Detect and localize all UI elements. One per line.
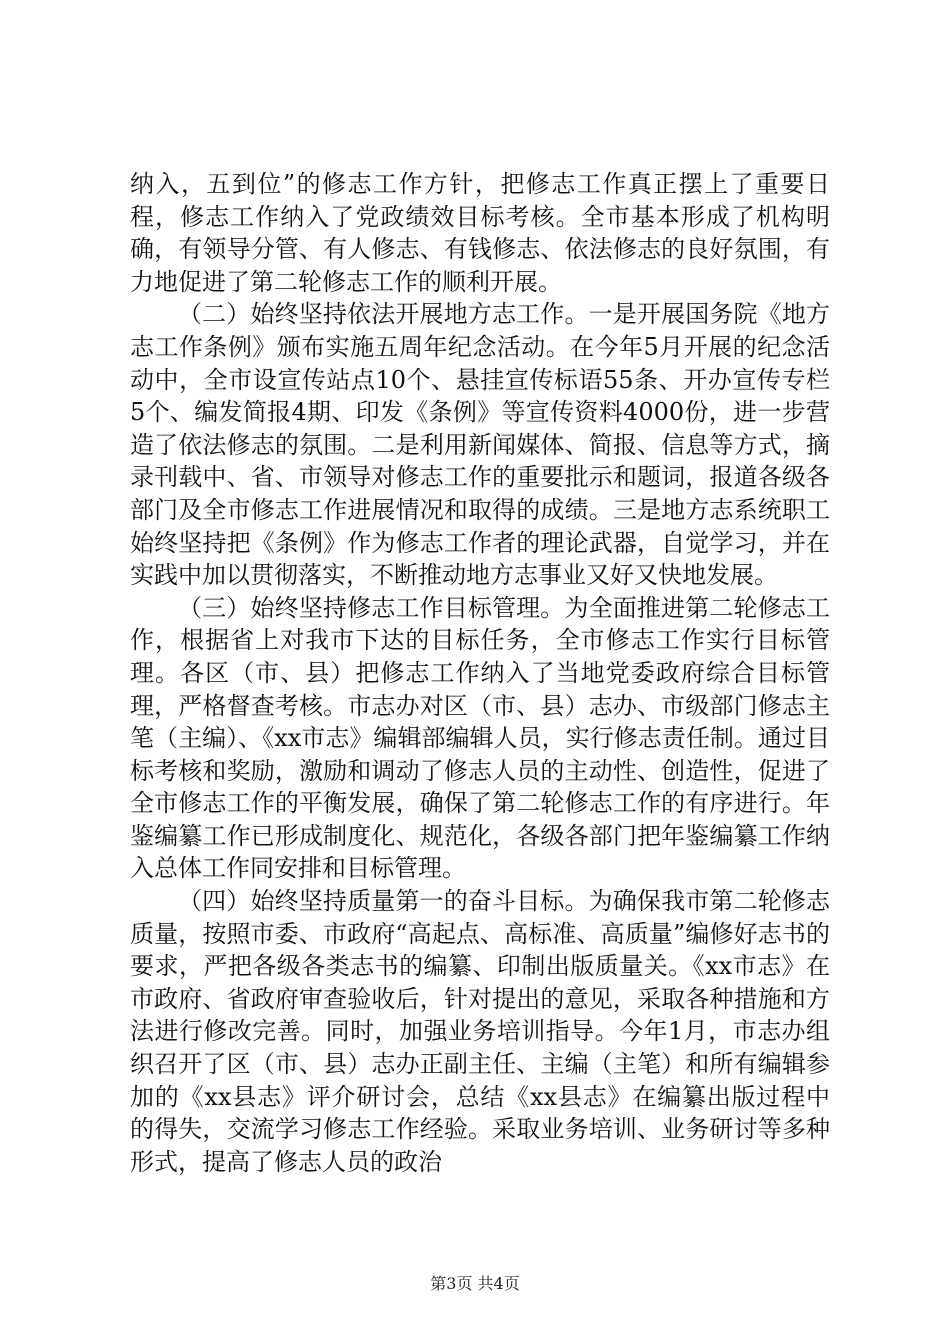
paragraph-section-three: （三）始终坚持修志工作目标管理。为全面推进第二轮修志工作，根据省上对我市下达的目标任务，全市修志工作实行目标管理。各区（市、县）把修志工作纳入了当地党委政府综合目标管理，严格督查考核。市志办对区（市、县）志办、市级部门修志主笔（主编）、《xx市志》编辑部编辑人员，实行修志责任制。通过目标考核和奖励，激励和调动了修志人员的主动性、创造性，促进了全市修志工作的平衡发展，确保了第二轮修志工作的有序进行。年鉴编纂工作已形成制度化、规范化，各级各部门把年鉴编纂工作纳入总体工作同安排和目标管理。 xyxy=(130,593,830,883)
paragraph-continued: 纳入，五到位”的修志工作方针，把修志工作真正摆上了重要日程，修志工作纳入了党政绩效目标考核。全市基本形成了机构明确，有领导分管、有人修志、有钱修志、依法修志的良好氛围，有力地促进了第二轮修志工作的顺利开展。 xyxy=(130,170,830,296)
paragraph-section-four: （四）始终坚持质量第一的奋斗目标。为确保我市第二轮修志质量，按照市委、市政府“高起点、高标准、高质量”编修好志书的要求，严把各级各类志书的编纂、印制出版质量关。《xx市志》在市政府、省政府审查验收后，针对提出的意见，采取各种措施和方法进行修改完善。同时，加强业务培训指导。今年1月，市志办组织召开了区（市、县）志办正副主任、主编（主笔）和所有编辑参加的《xx县志》评介研讨会，总结《xx县志》在编纂出版过程中的得失，交流学习修志工作经验。采取业务培训、业务研讨等多种形式，提高了修志人员的政治 xyxy=(130,887,830,1176)
document-body xyxy=(130,168,830,1178)
page-footer: 第3页 共4页 xyxy=(430,1274,520,1293)
paragraph-section-two: （二）始终坚持依法开展地方志工作。一是开展国务院《地方志工作条例》颁布实施五周年纪念活动。在今年5月开展的纪念活动中，全市设宣传站点10个、悬挂宣传标语55条、开办宣传专栏5个、编发简报4期、印发《条例》等宣传资料4000份，进一步营造了依法修志的氛围。二是利用新闻媒体、简报、信息等方式，摘录刊载中、省、市领导对修志工作的重要批示和题词，报道各级各部门及全市修志工作进展情况和取得的成绩。三是地方志系统职工始终坚持把《条例》作为修志工作者的理论武器，自觉学习，并在实践中加以贯彻落实，不断推动地方志事业又好又快地发展。 xyxy=(130,300,830,590)
